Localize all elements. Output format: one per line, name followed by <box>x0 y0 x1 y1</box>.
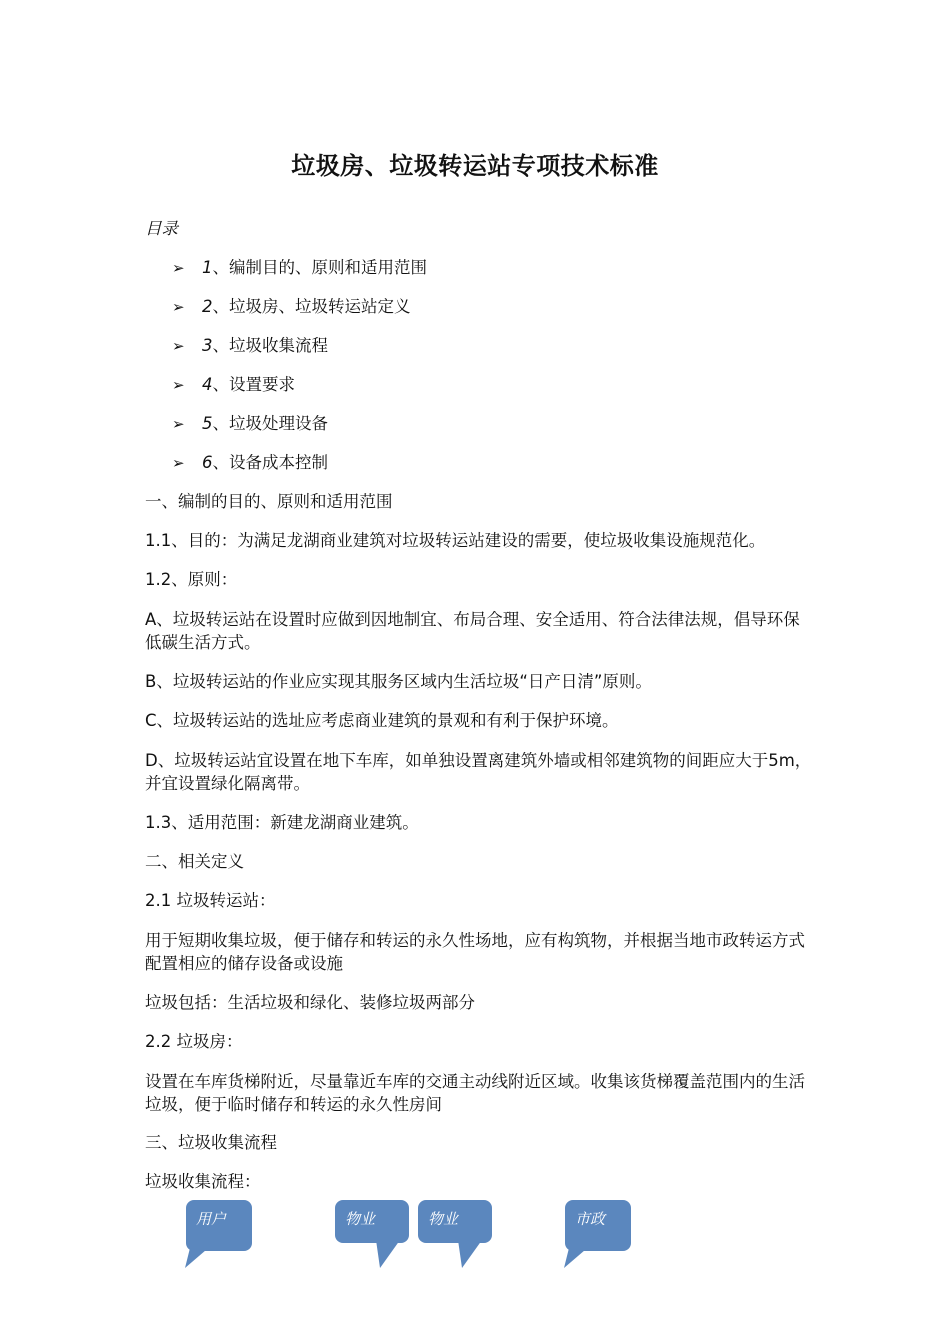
flow-bubble-label: 用户 <box>196 1210 227 1228</box>
paragraph-garbage-room-definition: 设置在车库货梯附近，尽量靠近车库的交通主动线附近区域。收集该货梯覆盖范围内的生活垃圾，便于临时储存和转运的永久性房间 <box>145 1072 805 1114</box>
toc-item-2[interactable] <box>172 295 411 319</box>
arrow-bullet-icon: ➢ <box>172 259 185 277</box>
arrow-bullet-icon: ➢ <box>172 376 185 394</box>
arrow-bullet-icon: ➢ <box>172 454 185 472</box>
toc-item-3[interactable] <box>172 334 328 358</box>
paragraph-transfer-station-heading: 2.1 垃圾转运站： <box>145 891 276 910</box>
arrow-bullet-icon: ➢ <box>172 415 185 433</box>
section-heading-3: 三、垃圾收集流程 <box>145 1133 277 1152</box>
flow-bubble-label: 物业 <box>428 1210 459 1228</box>
toc-heading: 目录 <box>145 219 178 238</box>
toc-item-label: 、垃圾收集流程 <box>212 336 328 355</box>
paragraph-principle-b: B、垃圾转运站的作业应实现其服务区域内生活垃圾“日产日清”原则。 <box>145 672 652 691</box>
paragraph-principle-c: C、垃圾转运站的选址应考虑商业建筑的景观和有利于保护环境。 <box>145 711 619 730</box>
arrow-bullet-icon: ➢ <box>172 298 185 316</box>
flow-bubble-label: 物业 <box>345 1210 376 1228</box>
toc-item-5[interactable] <box>172 412 328 436</box>
paragraph-flow-heading: 垃圾收集流程： <box>145 1172 261 1191</box>
section-heading-2: 二、相关定义 <box>145 852 244 871</box>
toc-item-number: 5 <box>202 414 213 433</box>
section-heading-1: 一、编制的目的、原则和适用范围 <box>145 492 393 511</box>
toc-item-number: 2 <box>202 297 213 316</box>
paragraph-principles-heading: 1.2、原则： <box>145 570 238 589</box>
paragraph-principle-d: D、垃圾转运站宜设置在地下车库，如单独设置离建筑外墙或相邻建筑物的间距应大于5m，并宜设置绿化隔离带。 <box>145 751 812 793</box>
paragraph-purpose: 1.1、目的：为满足龙湖商业建筑对垃圾转运站建设的需要，使垃圾收集设施规范化。 <box>145 531 766 550</box>
flow-bubble-property-1 <box>335 1200 409 1243</box>
paragraph-scope: 1.3、适用范围：新建龙湖商业建筑。 <box>145 813 419 832</box>
flow-bubble-user <box>186 1200 252 1251</box>
toc-item-label: 、编制目的、原则和适用范围 <box>212 258 427 277</box>
toc-item-number: 4 <box>202 375 213 394</box>
paragraph-garbage-types: 垃圾包括：生活垃圾和绿化、装修垃圾两部分 <box>145 993 475 1012</box>
paragraph-principle-a: A、垃圾转运站在设置时应做到因地制宜、布局合理、安全适用、符合法律法规，倡导环保低碳生活方式。 <box>145 610 800 652</box>
paragraph-transfer-station-definition: 用于短期收集垃圾，便于储存和转运的永久性场地，应有构筑物，并根据当地市政转运方式配置相应的储存设备或设施 <box>145 931 805 973</box>
toc-item-label: 、设备成本控制 <box>212 453 328 472</box>
toc-item-6[interactable] <box>172 451 328 475</box>
paragraph-garbage-room-heading: 2.2 垃圾房： <box>145 1032 243 1051</box>
arrow-bullet-icon: ➢ <box>172 337 185 355</box>
document-title: 垃圾房、垃圾转运站专项技术标准 <box>291 152 659 180</box>
toc-item-number: 3 <box>202 336 213 355</box>
toc-item-4[interactable] <box>172 373 295 397</box>
toc-item-number: 6 <box>202 453 213 472</box>
toc-item-number: 1 <box>202 258 213 277</box>
flow-bubble-label: 市政 <box>575 1210 606 1228</box>
toc-item-label: 、垃圾处理设备 <box>212 414 328 433</box>
toc-item-label: 、垃圾房、垃圾转运站定义 <box>212 297 411 316</box>
toc-item-1[interactable] <box>172 256 427 280</box>
toc-item-label: 、设置要求 <box>212 375 295 394</box>
flow-bubble-property-2 <box>418 1200 492 1243</box>
flow-bubble-municipal <box>565 1200 631 1251</box>
